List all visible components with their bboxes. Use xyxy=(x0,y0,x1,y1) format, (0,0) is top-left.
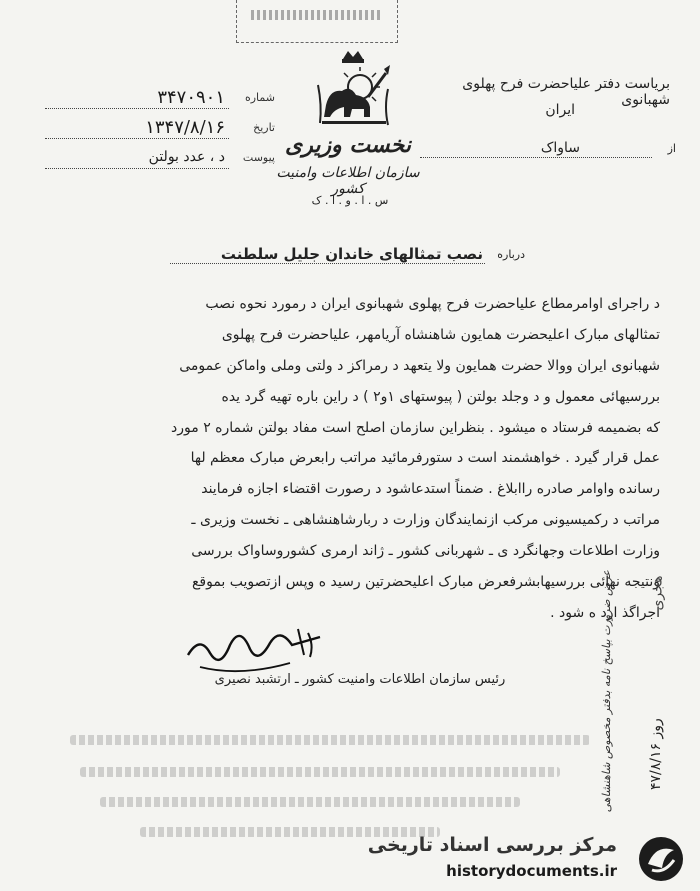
body-line: اجراگذ ارد ه شود . xyxy=(550,604,660,621)
from-label: از xyxy=(667,142,676,155)
date-value: ۱۳۴۷/۸/۱۶ xyxy=(145,117,225,138)
body-line: شهبانوی ایران ووالا حضرت همایون ولا یتعهد د رمراکز د ولتی وملی واماکن عمومی xyxy=(179,357,660,374)
body-line: د راجرای اوامرمطاع علیاحضرت فرح پهلوی شهبانوی ایران د رمورد نحوه نصب xyxy=(205,296,660,312)
body-line: تمثالهای مبارک اعلیحضرت همایون شاهنشاه آریامهر، علیاحضرت فرح پهلوی xyxy=(221,326,660,343)
body-line: رسانده واوامر صادره راابلاغ . ضمناً استدعاشود د رصورت اقتضاء اجازه فرمایند xyxy=(201,481,660,498)
number-label: شماره xyxy=(244,91,275,104)
attachment-value: د ، عدد بولتن xyxy=(148,149,225,165)
date-label: تاریخ xyxy=(253,121,275,134)
recipient-line-1: بریاست دفتر علیاحضرت فرح پهلوی شهبانوی xyxy=(462,76,670,108)
watermark-url: historydocuments.ir xyxy=(446,862,617,880)
margin-date-text: روز ۴۷/۸/۱۶ xyxy=(648,718,664,790)
org-code: س . ا . و . ا . ک xyxy=(311,194,389,207)
body-line: که بضمیمه فرستاد ه میشود . بنظراین سازمان اصلح است مفاد بولتن شماره ۲ مورد xyxy=(171,419,660,436)
body-line: عمل قرار گیرد . خواهشمند است د ستورفرمائید مراتب رابعرض مبارک معظم لها xyxy=(190,450,660,467)
top-stamp xyxy=(236,0,398,43)
from-row xyxy=(420,138,676,162)
margin-date xyxy=(638,680,664,800)
org-subtitle: سازمان اطلاعات وامنیت کشور xyxy=(276,165,420,197)
margin-mark: هجری xyxy=(649,575,666,611)
watermark-title: مرکز بررسی اسناد تاریخی xyxy=(367,834,617,856)
signer-name: رئیس سازمان اطلاعات وامنیت کشور ـ ارتشبد نصیری xyxy=(214,672,506,687)
number-value: ۳۴۷۰۹۰۱ xyxy=(157,87,225,108)
date-row xyxy=(45,115,275,143)
archive-logo-icon xyxy=(628,834,694,884)
recipient-line-2: ایران xyxy=(545,102,575,118)
subject-value: نصب تمثالهای خاندان جلیل سلطنت xyxy=(220,245,483,263)
body-line: مراتب د رکمیسیونی مرکب ازنمایندگان وزارت د ربارشاهنشاهی ـ نخست وزیری ـ xyxy=(191,512,660,529)
org-title: نخست وزیری xyxy=(285,132,411,158)
body-line: وزارت اطلاعات وجهانگرد ی ـ شهربانی کشور ـ ژاند ارمری کشوروساواک بررسی xyxy=(191,543,660,560)
subject-row xyxy=(170,243,525,267)
from-value: ساواک xyxy=(540,140,580,156)
body-line: ونتیجه نهائی بررسیهابشرفعرض مبارک اعلیحضرتین رسید ه وپس ازتصویب بموقع xyxy=(191,574,660,591)
attachment-row xyxy=(45,145,275,173)
margin-note-text: عرض ضرورت بپاسخ نامه بدفتر مخصوص شاهنشاهی xyxy=(600,570,613,813)
header-fields xyxy=(45,85,275,175)
number-row xyxy=(45,85,275,113)
subject-label: درباره xyxy=(497,248,525,261)
lion-and-sun-emblem-icon xyxy=(308,45,398,135)
attachment-label: پیوست xyxy=(242,151,275,164)
body-line: بررسیهائی معمول و د وجلد بولتن ( پیوستهای ۱و۲ ) د راین باره تهیه گرد یده xyxy=(221,388,660,405)
watermark xyxy=(367,828,700,888)
